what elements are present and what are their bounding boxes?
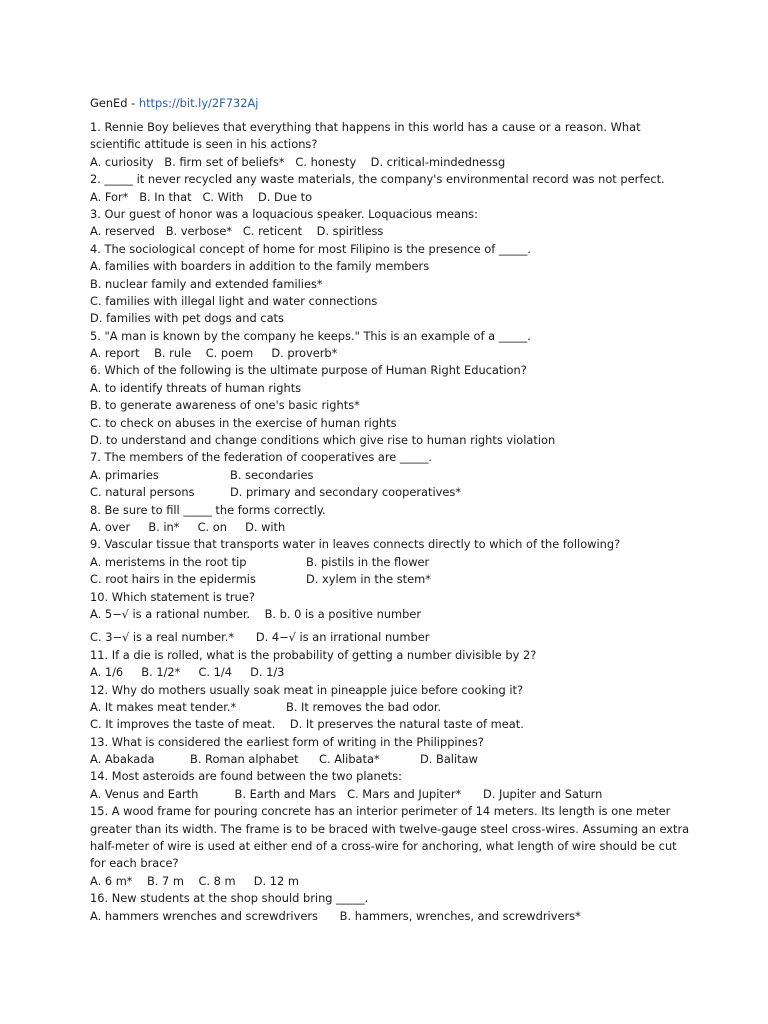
header-prefix: GenEd - [90, 96, 139, 110]
document-line: 7. The members of the federation of cooperatives are _____. [90, 450, 433, 465]
answer-option: D. primary and secondary cooperatives* [230, 485, 462, 500]
answer-option: B. secondaries [230, 467, 314, 482]
answer-option: D. Balitaw [420, 752, 478, 767]
document-line: 12. Why do mothers usually soak meat in pineapple juice before cooking it? [90, 682, 523, 697]
document-header [90, 94, 710, 112]
document-line: A. families with boarders in addition to the family members [90, 259, 430, 274]
document-line: scientific attitude is seen in his actions? [90, 137, 318, 152]
document-page [90, 94, 710, 925]
answer-option: B. pistils in the flower [306, 554, 430, 569]
question-list [90, 119, 710, 925]
document-line: half-meter of wire is used at either end of a cross-wire for anchoring, what length of wire should be cut [90, 839, 677, 854]
document-line: C. 3−√ is a real number.* D. 4−√ is an irrational number [90, 630, 430, 645]
document-line: A. to identify threats of human rights [90, 380, 302, 395]
document-line: D. families with pet dogs and cats [90, 311, 284, 326]
document-line: 10. Which statement is true? [90, 589, 255, 604]
document-line: C. to check on abuses in the exercise of human rights [90, 415, 397, 430]
document-line: A. 6 m* B. 7 m C. 8 m D. 12 m [90, 873, 299, 888]
document-line: A. reserved B. verbose* C. reticent D. spiritless [90, 224, 384, 239]
document-line: A. 5−√ is a rational number. B. b. 0 is a positive number [90, 606, 422, 621]
document-line: 14. Most asteroids are found between the two planets: [90, 769, 403, 784]
answer-option: A. meristems in the root tip [90, 554, 247, 569]
document-line: B. nuclear family and extended families* [90, 276, 323, 291]
document-line: greater than its width. The frame is to be braced with twelve-gauge steel cross-wires. Assuming an extra [90, 821, 690, 836]
answer-option: A. It makes meat tender.* [90, 699, 237, 714]
answer-option: B. It removes the bad odor. [286, 699, 442, 714]
document-line: 1. Rennie Boy believes that everything that happens in this world has a cause or a reason. What [90, 120, 641, 134]
document-line: 8. Be sure to fill _____ the forms correctly. [90, 502, 326, 517]
answer-option: C. root hairs in the epidermis [90, 572, 256, 587]
document-line: A. hammers wrenches and screwdrivers B. hammers, wrenches, and screwdrivers* [90, 908, 581, 923]
answer-option: A. primaries [90, 467, 159, 482]
document-line: A. For* B. In that C. With D. Due to [90, 189, 313, 204]
document-line [90, 699, 710, 716]
document-line [90, 484, 710, 501]
document-line: 11. If a die is rolled, what is the probability of getting a number divisible by 2? [90, 647, 537, 662]
document-line [90, 467, 710, 484]
document-line: 15. A wood frame for pouring concrete has an interior perimeter of 14 meters. Its length is one meter [90, 804, 671, 819]
document-line [90, 554, 710, 571]
document-line: 13. What is considered the earliest form of writing in the Philippines? [90, 734, 484, 749]
document-line: C. families with illegal light and water connections [90, 293, 378, 308]
document-line: 9. Vascular tissue that transports water in leaves connects directly to which of the following? [90, 537, 621, 552]
document-line: 16. New students at the shop should bring _____. [90, 891, 369, 906]
document-line: A. curiosity B. firm set of beliefs* C. honesty D. critical-mindednessg [90, 154, 506, 169]
document-line: A. Venus and Earth B. Earth and Mars C. Mars and Jupiter* D. Jupiter and Saturn [90, 786, 603, 801]
document-line: A. 1/6 B. 1/2* C. 1/4 D. 1/3 [90, 665, 285, 680]
header-link[interactable]: https://bit.ly/2F732Aj [138, 96, 259, 110]
document-line: 6. Which of the following is the ultimate purpose of Human Right Education? [90, 363, 527, 378]
document-line: 2. _____ it never recycled any waste materials, the company's environmental record was not perfect. [90, 172, 665, 187]
document-line: 5. "A man is known by the company he keeps." This is an example of a _____. [90, 328, 531, 343]
document-line: A. report B. rule C. poem D. proverb* [90, 346, 338, 361]
document-line [90, 571, 710, 588]
document-line: C. It improves the taste of meat. D. It preserves the natural taste of meat. [90, 717, 524, 732]
document-line: 3. Our guest of honor was a loquacious speaker. Loquacious means: [90, 206, 478, 221]
answer-option: C. natural persons [90, 485, 195, 500]
answer-option: A. Abakada [90, 752, 155, 767]
answer-option: B. Roman alphabet [190, 752, 299, 767]
document-line: 4. The sociological concept of home for most Filipino is the presence of _____. [90, 241, 531, 256]
document-line [90, 751, 710, 768]
document-line: A. over B. in* C. on D. with [90, 519, 286, 534]
document-line: for each brace? [90, 856, 179, 871]
document-line: B. to generate awareness of one's basic rights* [90, 398, 360, 413]
answer-option: C. Alibata* [319, 752, 380, 767]
document-line: D. to understand and change conditions which give rise to human rights violation [90, 433, 556, 448]
answer-option: D. xylem in the stem* [306, 572, 431, 587]
